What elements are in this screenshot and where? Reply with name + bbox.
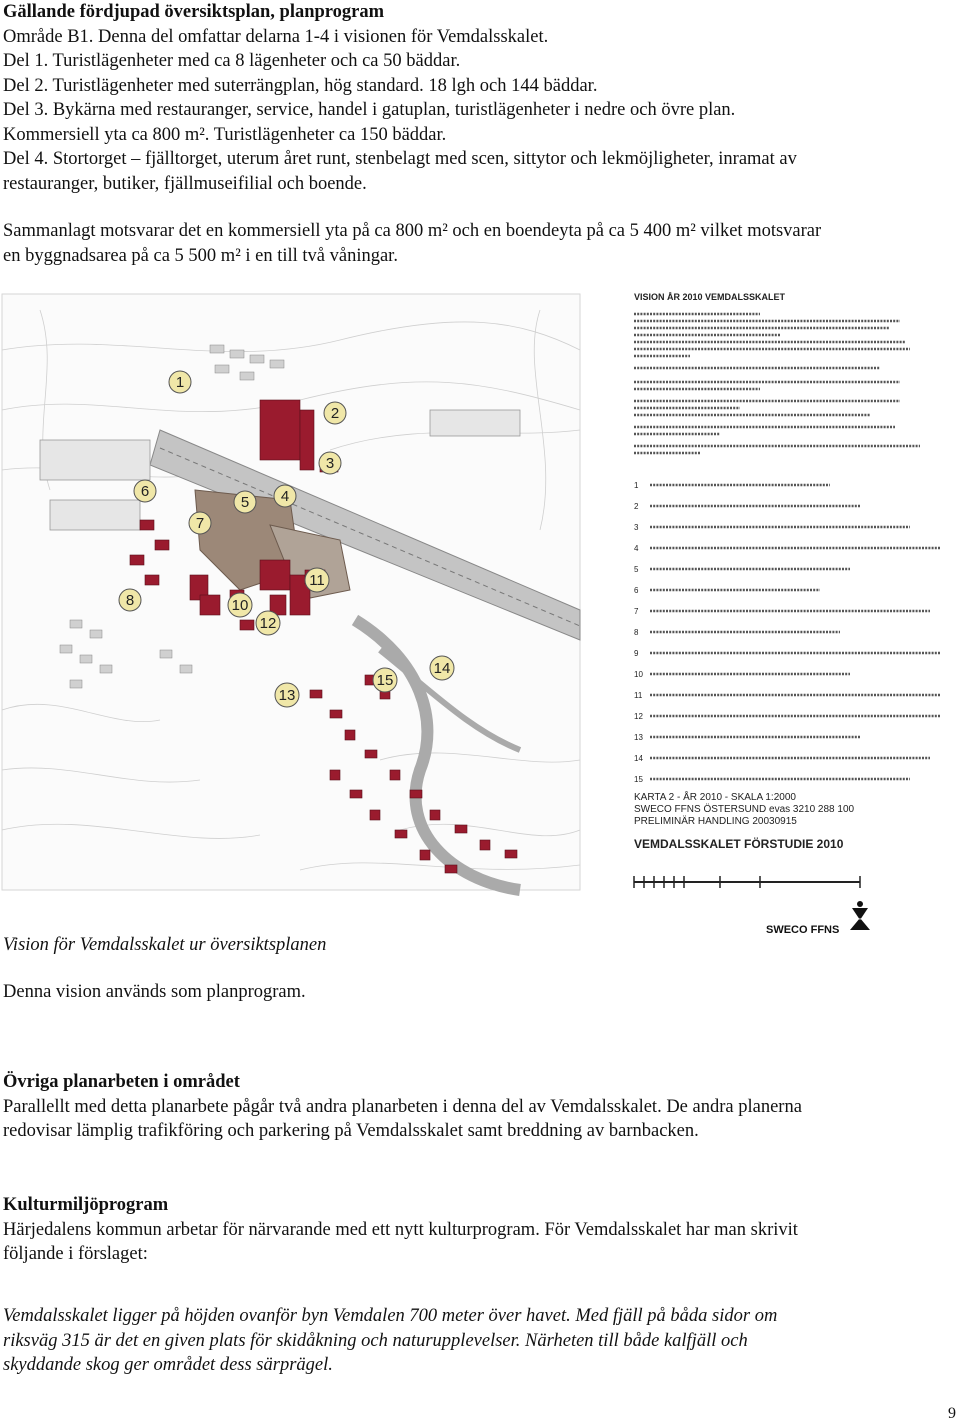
- area-label-6: [134, 480, 156, 502]
- area-label-3: [319, 452, 341, 474]
- area-label-12: [256, 611, 280, 635]
- area-label-10: [228, 593, 252, 617]
- svg-text:2: 2: [330, 405, 340, 422]
- kultur-line: Härjedalens kommun arbetar för närvarande med ett nytt kulturprogram. För Vemdalsskalet har man skrivit: [3, 1219, 798, 1240]
- figure-caption: Vision för Vemdalsskalet ur översiktsplanen: [3, 935, 327, 955]
- svg-text:10: 10: [231, 597, 249, 614]
- legend-title: VISION ÅR 2010 VEMDALSSKALET: [634, 292, 786, 302]
- legend-number: 3: [634, 523, 639, 532]
- svg-text:4: 4: [280, 488, 290, 505]
- legend-number: 12: [634, 712, 643, 721]
- legend-number: 11: [634, 691, 643, 700]
- svg-text:11: 11: [309, 572, 325, 589]
- legend-number: 8: [634, 628, 639, 637]
- vision-note: Denna vision används som planprogram.: [3, 982, 306, 1002]
- intro-line: Del 1. Turistlägenheter med ca 8 lägenheter och ca 50 bäddar.: [3, 51, 461, 71]
- area-label-7: [189, 512, 211, 534]
- kultur-line: följande i förslaget:: [3, 1244, 148, 1264]
- kultur-section: [3, 1193, 953, 1267]
- intro-heading: Gällande fördjupad översiktsplan, planprogram: [3, 2, 385, 22]
- intro-line: Område B1. Denna del omfattar delarna 1-4 i visionen för Vemdalsskalet.: [3, 26, 549, 47]
- legend-number: 10: [634, 670, 643, 679]
- ovriga-heading: Övriga planarbeten i området: [3, 1072, 240, 1092]
- area-label-2: [324, 402, 346, 424]
- intro-line: restauranger, butiker, fjällmuseifilial och boende.: [3, 173, 367, 194]
- map-area: [2, 294, 580, 890]
- intro-line: Del 2. Turistlägenheter med suterrängplan, hög standard. 18 lgh och 144 bäddar.: [3, 75, 598, 96]
- vision-map-figure: [0, 290, 960, 940]
- svg-text:1: 1: [175, 374, 185, 391]
- summary-line: en byggnadsarea på ca 5 500 m² i en till två våningar.: [3, 245, 398, 266]
- area-label-11: [305, 568, 329, 592]
- area-label-4: [274, 485, 296, 507]
- quote-line: riksväg 315 är det en given plats för skidåkning och naturupplevelser. Närheten till både kalfjäll och: [3, 1330, 748, 1351]
- legend-number: 1: [634, 481, 639, 490]
- area-label-1: [169, 371, 191, 393]
- map-prelim: PRELIMINÄR HANDLING 20030915: [634, 816, 797, 827]
- ovriga-line: Parallellt med detta planarbete pågår två andra planarbeten i denna del av Vemdalsskalet. De andra planerna: [3, 1096, 802, 1117]
- quote-line: skyddande skog ger området dess särprägel.: [3, 1355, 333, 1375]
- svg-text:5: 5: [240, 494, 250, 511]
- map-scale-caption: KARTA 2 - ÅR 2010 - SKALA 1:2000: [634, 792, 796, 803]
- legend-number: 2: [634, 502, 639, 511]
- area-label-14: [430, 656, 454, 680]
- scale-bar: [634, 876, 860, 888]
- map-office: SWECO FFNS ÖSTERSUND evas 3210 288 100: [634, 804, 855, 815]
- area-label-13: [275, 683, 299, 707]
- page-number: 9: [948, 1405, 956, 1422]
- map-legend: [634, 292, 940, 936]
- svg-text:14: 14: [433, 660, 451, 677]
- svg-text:3: 3: [325, 455, 335, 472]
- svg-text:7: 7: [195, 515, 205, 532]
- kultur-heading: Kulturmiljöprogram: [3, 1195, 169, 1215]
- sweco-logo: [766, 901, 870, 936]
- map-study-title: VEMDALSSKALET FÖRSTUDIE 2010: [634, 837, 844, 851]
- summary-paragraph: [3, 219, 953, 268]
- kultur-quote: [3, 1304, 953, 1378]
- area-label-8: [119, 589, 141, 611]
- intro-line: Kommersiell yta ca 800 m². Turistlägenheter ca 150 bäddar.: [3, 124, 447, 145]
- intro-line: Del 4. Stortorget – fjälltorget, uterum året runt, stenbelagt med scen, sittytor och lekmöjligheter, inramat av: [3, 149, 797, 169]
- svg-text:15: 15: [376, 672, 394, 689]
- area-label-5: [234, 491, 256, 513]
- legend-number: 13: [634, 733, 643, 742]
- legend-list: [634, 481, 940, 784]
- quote-line: Vemdalsskalet ligger på höjden ovanför byn Vemdalen 700 meter över havet. Med fjäll på båda sidor om: [3, 1306, 778, 1326]
- svg-text:8: 8: [125, 592, 135, 609]
- svg-text:13: 13: [278, 687, 296, 704]
- legend-number: 7: [634, 607, 639, 616]
- svg-text:6: 6: [140, 483, 150, 500]
- intro-line: Del 3. Bykärna med restauranger, service, handel i gatuplan, turistlägenheter i nedre och övre plan.: [3, 100, 736, 120]
- area-label-15: [373, 668, 397, 692]
- ovriga-line: redovisar lämplig trafikföring och parkering på Vemdalsskalet samt breddning av barnbacken.: [3, 1121, 699, 1141]
- summary-line: Sammanlagt motsvarar det en kommersiell yta på ca 800 m² och en boendeyta på ca 5 400 m² vilket motsvarar: [3, 221, 822, 241]
- legend-description-text: [634, 314, 920, 453]
- svg-text:SWECO FFNS: SWECO FFNS: [766, 924, 840, 936]
- legend-number: 9: [634, 649, 639, 658]
- legend-number: 4: [634, 544, 639, 553]
- svg-text:12: 12: [259, 615, 277, 632]
- legend-number: 6: [634, 586, 639, 595]
- ovriga-section: [3, 1070, 953, 1144]
- legend-number: 5: [634, 565, 639, 574]
- intro-section: [3, 0, 953, 196]
- legend-number: 15: [634, 775, 643, 784]
- legend-number: 14: [634, 754, 643, 763]
